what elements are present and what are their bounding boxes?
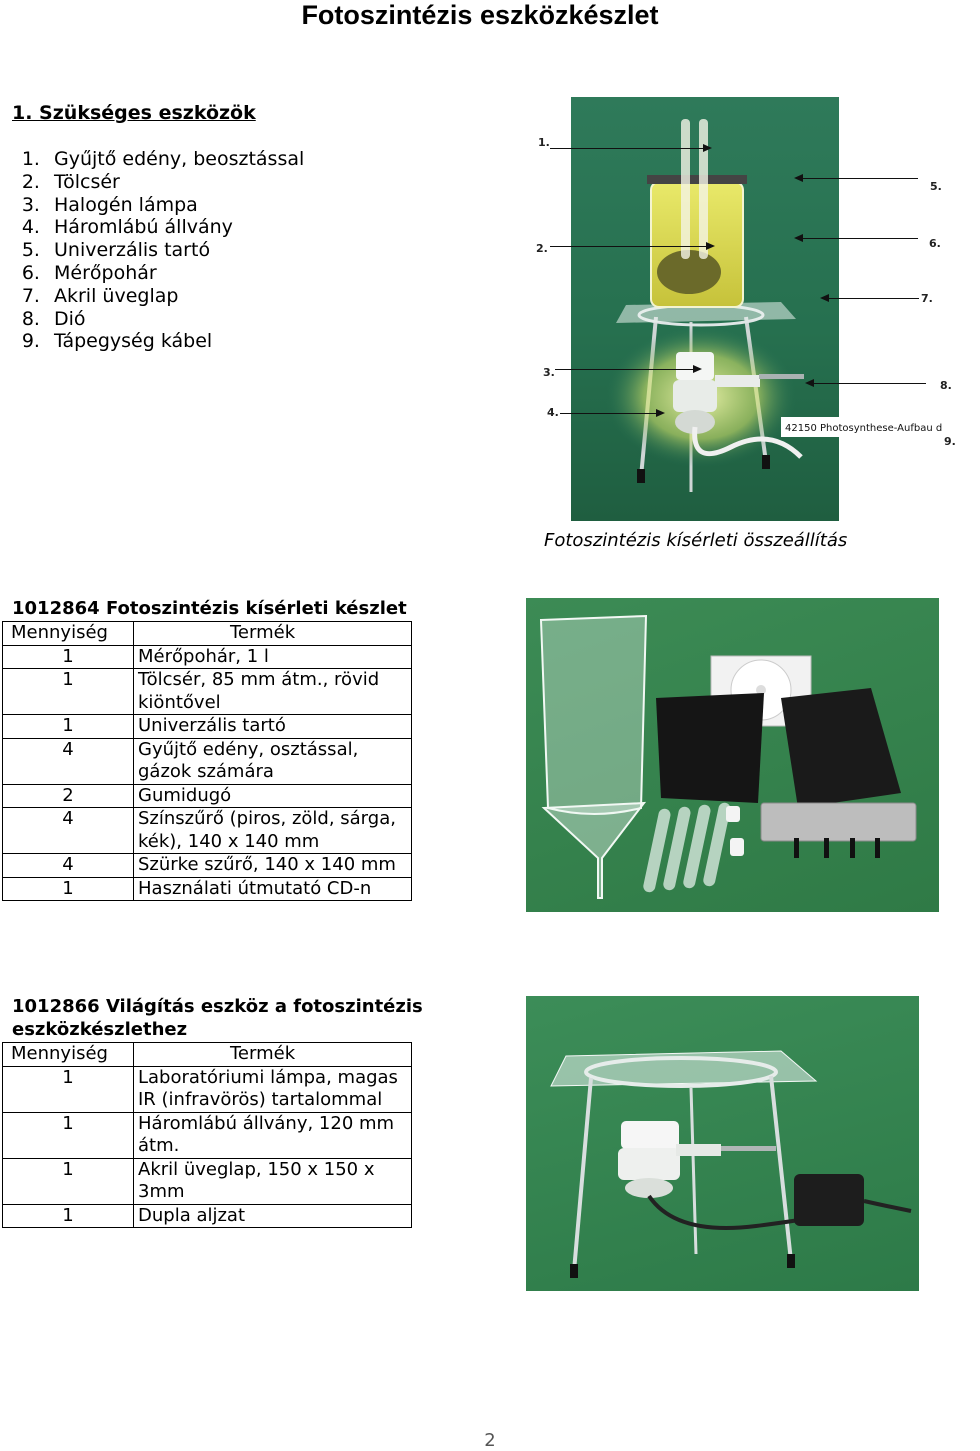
arrow-head-icon <box>794 234 803 242</box>
product-cell: Akril üveglap, 150 x 150 x 3mm <box>134 1158 412 1204</box>
callout-label: 1. <box>538 136 550 149</box>
arrow-head-icon <box>703 144 712 152</box>
list-item: 1. Gyűjtő edény, beosztással <box>46 148 304 171</box>
photo-label: 42150 Photosynthese-Aufbau d <box>785 423 943 434</box>
kit-heading-lighting-device: 1012866 Világítás eszköz a fotoszintézis eszközkészlethez <box>12 996 423 1040</box>
callout-arrow <box>550 148 705 149</box>
product-cell: Gumidugó <box>134 784 412 808</box>
quantity-cell: 1 <box>3 1112 134 1158</box>
quantity-cell: 1 <box>3 1204 134 1228</box>
kit-contents-illustration <box>526 598 939 912</box>
list-item: 9. Tápegység kábel <box>46 330 304 353</box>
experiment-setup-photo <box>571 97 943 521</box>
arrow-head-icon <box>706 242 715 250</box>
table-row <box>3 1158 412 1204</box>
callout-label: 6. <box>929 237 941 250</box>
setup-illustration <box>571 97 943 521</box>
arrow-head-icon <box>794 174 803 182</box>
callout-arrow <box>814 383 926 384</box>
callout-label: 3. <box>543 366 555 379</box>
table-header-row <box>3 1043 412 1067</box>
quantity-cell: 1 <box>3 1066 134 1112</box>
table-header-row <box>3 622 412 646</box>
lighting-device-photo <box>526 996 919 1291</box>
callout-arrow <box>829 298 919 299</box>
lighting-device-illustration <box>526 996 919 1291</box>
quantity-cell: 1 <box>3 645 134 669</box>
column-header-product: Termék <box>134 1043 412 1067</box>
product-cell: Szürke szűrő, 140 x 140 mm <box>134 854 412 878</box>
callout-label: 7. <box>921 292 933 305</box>
table-row <box>3 1066 412 1112</box>
document-title: Fotoszintézis eszközkészlet <box>301 0 659 30</box>
column-header-quantity: Mennyiség <box>3 622 134 646</box>
quantity-cell: 4 <box>3 854 134 878</box>
quantity-cell: 1 <box>3 877 134 901</box>
column-header-product: Termék <box>134 622 412 646</box>
quantity-cell: 1 <box>3 1158 134 1204</box>
callout-label: 8. <box>940 379 952 392</box>
table-row <box>3 808 412 854</box>
callout-label: 9. <box>944 435 956 448</box>
table-row <box>3 854 412 878</box>
product-cell: Tölcsér, 85 mm átm., rövid kiöntővel <box>134 669 412 715</box>
product-cell: Univerzális tartó <box>134 715 412 739</box>
quantity-cell: 4 <box>3 808 134 854</box>
list-item: 8. Dió <box>46 308 304 331</box>
section-heading-required-equipment: 1. Szükséges eszközök <box>12 102 256 124</box>
product-cell: Mérőpohár, 1 l <box>134 645 412 669</box>
table-row <box>3 784 412 808</box>
list-item: 2. Tölcsér <box>46 171 304 194</box>
arrow-head-icon <box>656 409 665 417</box>
callout-arrow <box>803 178 918 179</box>
table-row <box>3 669 412 715</box>
callout-label: 5. <box>930 180 942 193</box>
kit2-items-table <box>2 1042 412 1228</box>
callout-arrow <box>560 413 658 414</box>
callout-arrow <box>550 246 708 247</box>
quantity-cell: 2 <box>3 784 134 808</box>
callout-arrow <box>803 238 918 239</box>
product-cell: Dupla aljzat <box>134 1204 412 1228</box>
list-item: 5. Univerzális tartó <box>46 239 304 262</box>
product-cell: Háromlábú állvány, 120 mm átm. <box>134 1112 412 1158</box>
list-item: 3. Halogén lámpa <box>46 194 304 217</box>
callout-label: 2. <box>536 242 548 255</box>
table-row <box>3 1204 412 1228</box>
arrow-head-icon <box>805 379 814 387</box>
photo-caption: Fotoszintézis kísérleti összeállítás <box>544 530 848 551</box>
column-header-quantity: Mennyiség <box>3 1043 134 1067</box>
quantity-cell: 1 <box>3 669 134 715</box>
arrow-head-icon <box>693 365 702 373</box>
list-item: 6. Mérőpohár <box>46 262 304 285</box>
quantity-cell: 1 <box>3 715 134 739</box>
callout-label: 4. <box>547 406 559 419</box>
equipment-list <box>20 148 304 353</box>
table-row <box>3 877 412 901</box>
page-number: 2 <box>484 1430 496 1451</box>
table-row <box>3 715 412 739</box>
table-row <box>3 738 412 784</box>
product-cell: Használati útmutató CD-n <box>134 877 412 901</box>
product-cell: Laboratóriumi lámpa, magas IR (infravörös) tartalommal <box>134 1066 412 1112</box>
callout-arrow <box>555 369 695 370</box>
list-item: 4. Háromlábú állvány <box>46 216 304 239</box>
kit1-items-table <box>2 621 412 901</box>
list-item: 7. Akril üveglap <box>46 285 304 308</box>
product-cell: Gyűjtő edény, osztással, gázok számára <box>134 738 412 784</box>
quantity-cell: 4 <box>3 738 134 784</box>
table-row <box>3 1112 412 1158</box>
product-cell: Színszűrő (piros, zöld, sárga, kék), 140 x 140 mm <box>134 808 412 854</box>
arrow-head-icon <box>820 294 829 302</box>
table-row <box>3 645 412 669</box>
kit-heading-experiment-set: 1012864 Fotoszintézis kísérleti készlet <box>12 598 407 619</box>
experiment-set-photo <box>526 598 939 912</box>
